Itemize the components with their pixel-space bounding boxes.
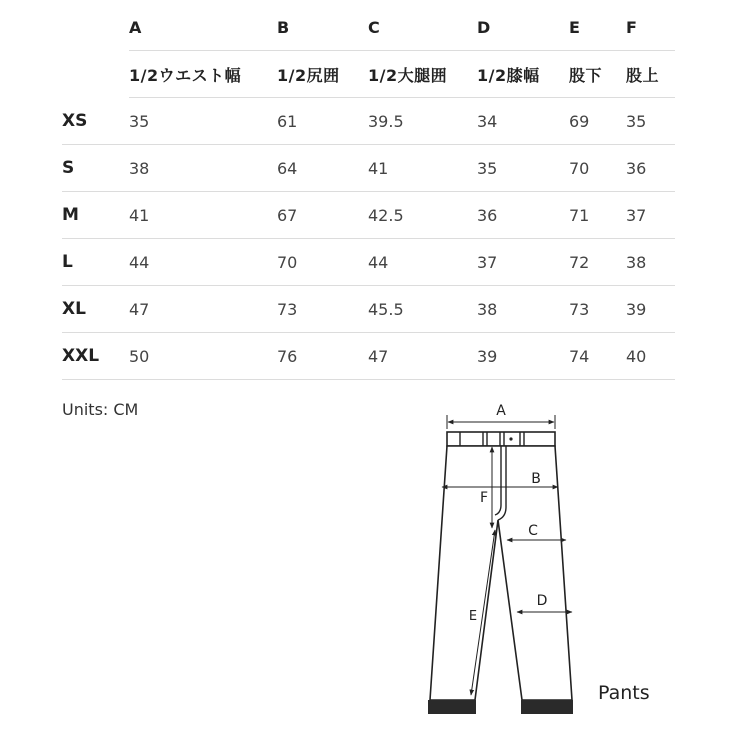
size-label: L — [62, 239, 129, 286]
size-label: S — [62, 145, 129, 192]
diagram-label-e: E — [468, 609, 478, 624]
table-cell: 36 — [477, 192, 569, 239]
table-cell: 35 — [626, 98, 675, 145]
table-row — [62, 145, 675, 192]
waistband-shape — [447, 432, 555, 446]
table-cell: 73 — [569, 286, 626, 333]
size-label: M — [62, 192, 129, 239]
header-name: 1/2尻囲 — [277, 51, 368, 98]
size-label: XL — [62, 286, 129, 333]
table-cell: 64 — [277, 145, 368, 192]
left-hem-shape — [428, 700, 476, 714]
header-letter: C — [368, 4, 477, 51]
table-cell: 37 — [477, 239, 569, 286]
table-cell: 69 — [569, 98, 626, 145]
table-cell: 74 — [569, 333, 626, 380]
table-cell: 73 — [277, 286, 368, 333]
table-cell: 47 — [368, 333, 477, 380]
diagram-label-d: D — [536, 593, 548, 609]
size-label: XXL — [62, 333, 129, 380]
diagram-label-a: A — [496, 403, 506, 419]
table-cell: 50 — [129, 333, 277, 380]
table-cell: 35 — [129, 98, 277, 145]
header-letter: A — [129, 4, 277, 51]
table-cell: 67 — [277, 192, 368, 239]
header-corner — [62, 4, 129, 51]
header-letters-row — [62, 4, 675, 51]
table-cell: 61 — [277, 98, 368, 145]
header-name: 股下 — [569, 51, 626, 98]
header-letter: B — [277, 4, 368, 51]
table-cell: 35 — [477, 145, 569, 192]
table-cell: 47 — [129, 286, 277, 333]
table-cell: 72 — [569, 239, 626, 286]
table-row — [62, 286, 675, 333]
table-cell: 44 — [129, 239, 277, 286]
diagram-label-f: F — [479, 490, 489, 506]
table-cell: 41 — [129, 192, 277, 239]
table-cell: 39 — [477, 333, 569, 380]
header-name: 1/2ウエスト幅 — [129, 51, 277, 98]
header-corner — [62, 51, 129, 98]
table-row — [62, 333, 675, 380]
header-name: 股上 — [626, 51, 675, 98]
table-row — [62, 192, 675, 239]
right-hem-shape — [521, 700, 573, 714]
diagram-label-b: B — [531, 471, 541, 487]
table-cell: 40 — [626, 333, 675, 380]
table-cell: 70 — [569, 145, 626, 192]
table-cell: 38 — [626, 239, 675, 286]
table-cell: 41 — [368, 145, 477, 192]
table-cell: 44 — [368, 239, 477, 286]
table-cell: 70 — [277, 239, 368, 286]
table-cell: 39 — [626, 286, 675, 333]
size-label: XS — [62, 98, 129, 145]
header-letter: F — [626, 4, 675, 51]
header-letter: E — [569, 4, 626, 51]
header-name: 1/2大腿囲 — [368, 51, 477, 98]
size-chart-table — [62, 4, 675, 380]
units-note: Units: CM — [62, 400, 139, 419]
diagram-label-c: C — [528, 523, 538, 539]
table-cell: 37 — [626, 192, 675, 239]
table-cell: 39.5 — [368, 98, 477, 145]
table-cell: 76 — [277, 333, 368, 380]
table-cell: 71 — [569, 192, 626, 239]
table-cell: 38 — [129, 145, 277, 192]
table-cell: 38 — [477, 286, 569, 333]
table-cell: 42.5 — [368, 192, 477, 239]
table-row — [62, 98, 675, 145]
pants-measurement-diagram-icon — [400, 395, 700, 725]
table-cell: 45.5 — [368, 286, 477, 333]
table-cell: 36 — [626, 145, 675, 192]
header-names-row — [62, 51, 675, 98]
header-name: 1/2膝幅 — [477, 51, 569, 98]
table-cell: 34 — [477, 98, 569, 145]
header-letter: D — [477, 4, 569, 51]
diagram-caption: Pants — [598, 682, 650, 704]
table-row — [62, 239, 675, 286]
